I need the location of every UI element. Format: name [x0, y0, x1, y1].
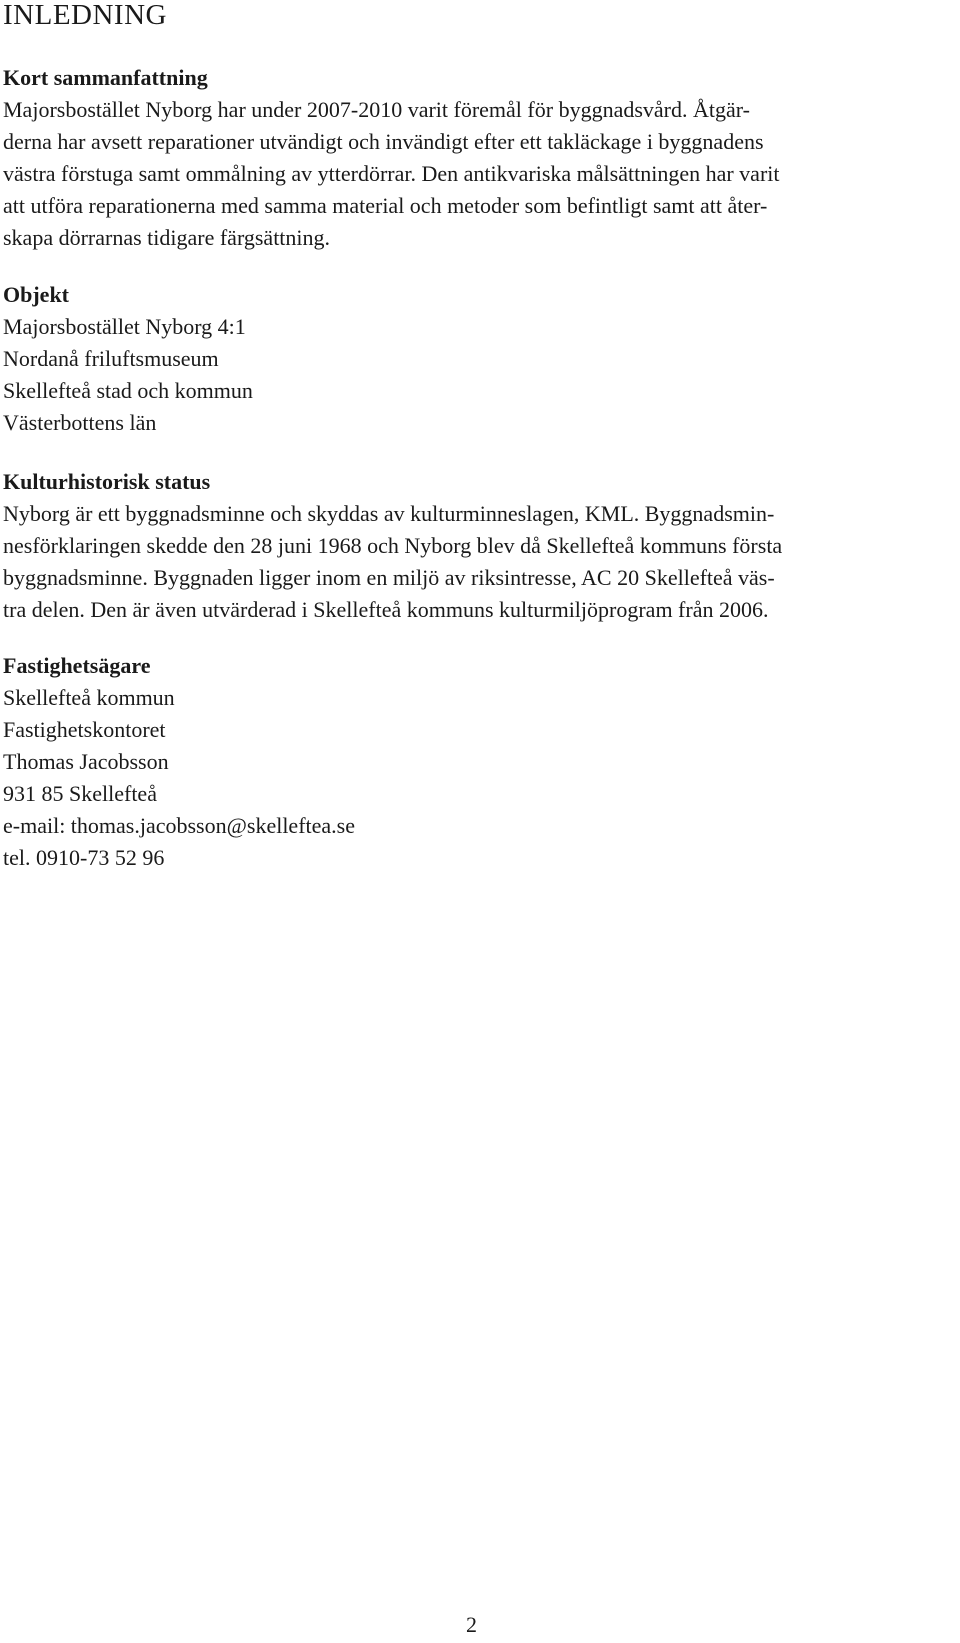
status-line: Nyborg är ett byggnadsminne och skyddas av kulturminneslagen, KML. Byggnadsmin-	[3, 501, 775, 526]
owner-email: e-mail: thomas.jacobsson@skelleftea.se	[3, 813, 355, 838]
summary-line: att utföra reparationerna med samma material och metoder som befintligt samt att åter-	[3, 193, 768, 218]
status-line: tra delen. Den är även utvärderad i Skellefteå kommuns kulturmiljöprogram från 2006.	[3, 597, 769, 622]
objekt-heading: Objekt	[3, 282, 69, 307]
document-page	[3, 0, 933, 870]
objekt-address	[3, 311, 933, 439]
summary-line: skapa dörrarnas tidigare färgsättning.	[3, 225, 331, 250]
objekt-line: Västerbottens län	[3, 410, 157, 435]
status-section	[3, 466, 933, 626]
summary-heading: Kort sammanfattning	[3, 65, 208, 90]
summary-paragraph	[3, 94, 933, 254]
owner-line: 931 85 Skellefteå	[3, 781, 157, 806]
chapter-title: INLEDNING	[3, 0, 167, 31]
summary-line: västra förstuga samt ommålning av ytterdörrar. Den antikvariska målsättningen har varit	[3, 161, 780, 186]
summary-section	[3, 62, 933, 254]
objekt-section	[3, 279, 933, 439]
owner-section	[3, 650, 933, 874]
owner-phone: tel. 0910-73 52 96	[3, 845, 165, 870]
status-line: byggnadsminne. Byggnaden ligger inom en miljö av riksintresse, AC 20 Skellefteå väs-	[3, 565, 775, 590]
owner-line: Skellefteå kommun	[3, 685, 175, 710]
objekt-line: Skellefteå stad och kommun	[3, 378, 253, 403]
status-paragraph	[3, 498, 933, 626]
owner-line: Thomas Jacobsson	[3, 749, 169, 774]
page-number: 2	[466, 1612, 477, 1637]
status-heading: Kulturhistorisk status	[3, 469, 211, 494]
objekt-line: Majorsbostället Nyborg 4:1	[3, 314, 246, 339]
owner-heading: Fastighetsägare	[3, 653, 151, 678]
owner-line: Fastighetskontoret	[3, 717, 166, 742]
status-line: nesförklaringen skedde den 28 juni 1968 och Nyborg blev då Skellefteå kommuns första	[3, 533, 783, 558]
summary-line: Majorsbostället Nyborg har under 2007-2010 varit föremål för byggnadsvård. Åtgär-	[3, 97, 750, 122]
objekt-line: Nordanå friluftsmuseum	[3, 346, 219, 371]
owner-contact	[3, 682, 933, 874]
summary-line: derna har avsett reparationer utvändigt och invändigt efter ett takläckage i byggnadens	[3, 129, 764, 154]
